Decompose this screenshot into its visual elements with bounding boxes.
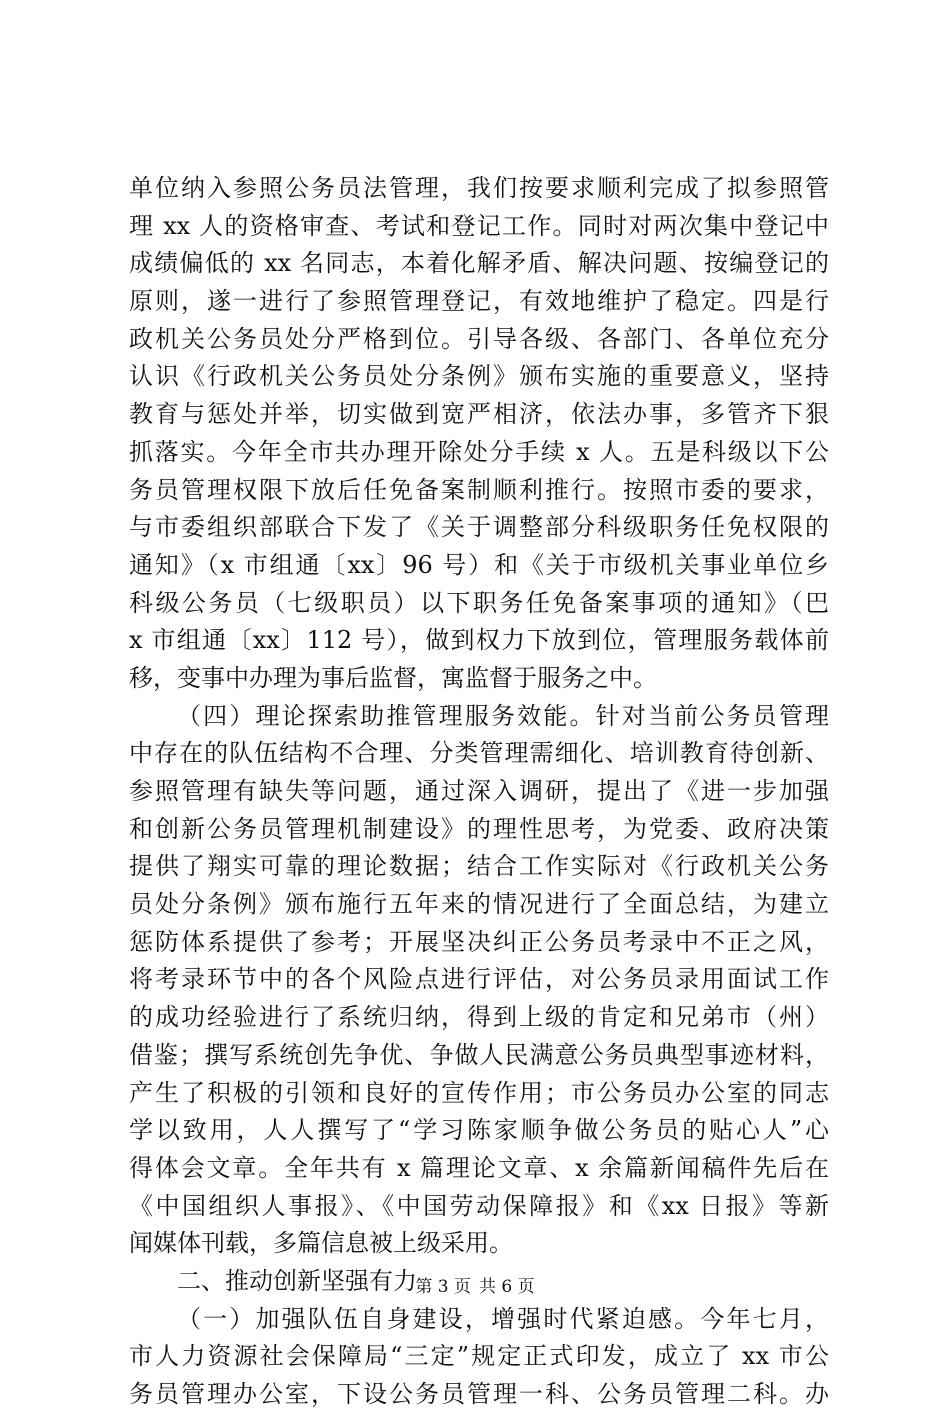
- text-line: 教育与惩处并举，切实做到宽严相济，依法办事，多管齐下狠: [129, 400, 829, 429]
- text-line: 借鉴；撰写系统创先争优、争做人民满意公务员典型事迹材料，: [129, 1040, 829, 1069]
- text-line: 单位纳入参照公务员法管理，我们按要求顺利完成了拟参照管: [129, 174, 829, 202]
- section-heading: 二、推动创新坚强有力: [177, 1266, 417, 1295]
- text-line: 移，变事中办理为事后监督，寓监督于服务之中。: [129, 663, 657, 692]
- text-line: 员处分条例》颁布施行五年来的情况进行了全面总结，为建立: [129, 890, 829, 919]
- text-line: 中存在的队伍结构不合理、分类管理需细化、培训教育待创新、: [129, 739, 829, 768]
- text-line: 原则，遂一进行了参照管理登记，有效地维护了稳定。四是行: [129, 287, 829, 316]
- document-body: [129, 170, 829, 1414]
- text-line: 市人力资源社会保障局“三定”规定正式印发，成立了 xx 市公: [129, 1342, 829, 1371]
- text-line: 提供了翔实可靠的理论数据；结合工作实际对《行政机关公务: [129, 852, 829, 881]
- text-line: 和创新公务员管理机制建设》的理性思考，为党委、政府决策: [129, 814, 829, 843]
- text-line: 得体会文章。全年共有 x 篇理论文章、x 余篇新闻稿件先后在: [129, 1153, 829, 1182]
- page-total: 共 6 页: [479, 1277, 535, 1297]
- text-line: 产生了积极的引领和良好的宣传作用；市公务员办公室的同志: [129, 1078, 829, 1107]
- paragraph-start-line: （四）理论探索助推管理服务效能。针对当前公务员管理: [177, 701, 829, 730]
- text-line: 成绩偏低的 xx 名同志，本着化解矛盾、解决问题、按编登记的: [129, 249, 829, 278]
- text-line: 参照管理有缺失等问题，通过深入调研，提出了《进一步加强: [129, 777, 829, 805]
- text-line: 理 xx 人的资格审查、考试和登记工作。同时对两次集中登记中: [129, 211, 829, 240]
- paragraph-start-line: （一）加强队伍自身建设，增强时代紧迫感。今年七月，: [177, 1304, 829, 1333]
- text-line: 学以致用，人人撰写了“学习陈家顺争做公务员的贴心人”心: [129, 1116, 829, 1145]
- text-line: 政机关公务员处分严格到位。引导各级、各部门、各单位充分: [129, 324, 829, 353]
- text-line: 《中国组织人事报》、《中国劳动保障报》和《xx 日报》等新: [129, 1191, 829, 1220]
- text-line: 的成功经验进行了系统归纳，得到上级的肯定和兄弟市（州）: [129, 1003, 829, 1032]
- text-line: 将考录环节中的各个风险点进行评估，对公务员录用面试工作: [129, 965, 829, 994]
- text-line: 抓落实。今年全市共办理开除处分手续 x 人。五是科级以下公: [129, 437, 829, 466]
- text-line: 惩防体系提供了参考；开展坚决纠正公务员考录中不正之风，: [129, 927, 829, 956]
- text-line: 闻媒体刊载，多篇信息被上级采用。: [129, 1229, 513, 1258]
- text-line: 认识《行政机关公务员处分条例》颁布实施的重要意义，坚持: [129, 362, 829, 391]
- text-line: 务员管理权限下放后任免备案制顺利推行。按照市委的要求，: [129, 475, 829, 504]
- text-line: 与市委组织部联合下发了《关于调整部分科级职务任免权限的: [129, 513, 829, 542]
- text-line: x 市组通〔xx〕112 号），做到权力下放到位，管理服务载体前: [129, 626, 829, 655]
- text-line: 通知》（x 市组通〔xx〕96 号）和《关于市级机关事业单位乡: [129, 550, 829, 579]
- text-line: 科级公务员（七级职员）以下职务任免备案事项的通知》（巴: [129, 588, 829, 617]
- page-footer: [0, 1276, 950, 1298]
- text-line: 务员管理办公室，下设公务员管理一科、公务员管理二科。办: [129, 1380, 829, 1408]
- page-number: 第 3 页: [415, 1277, 471, 1297]
